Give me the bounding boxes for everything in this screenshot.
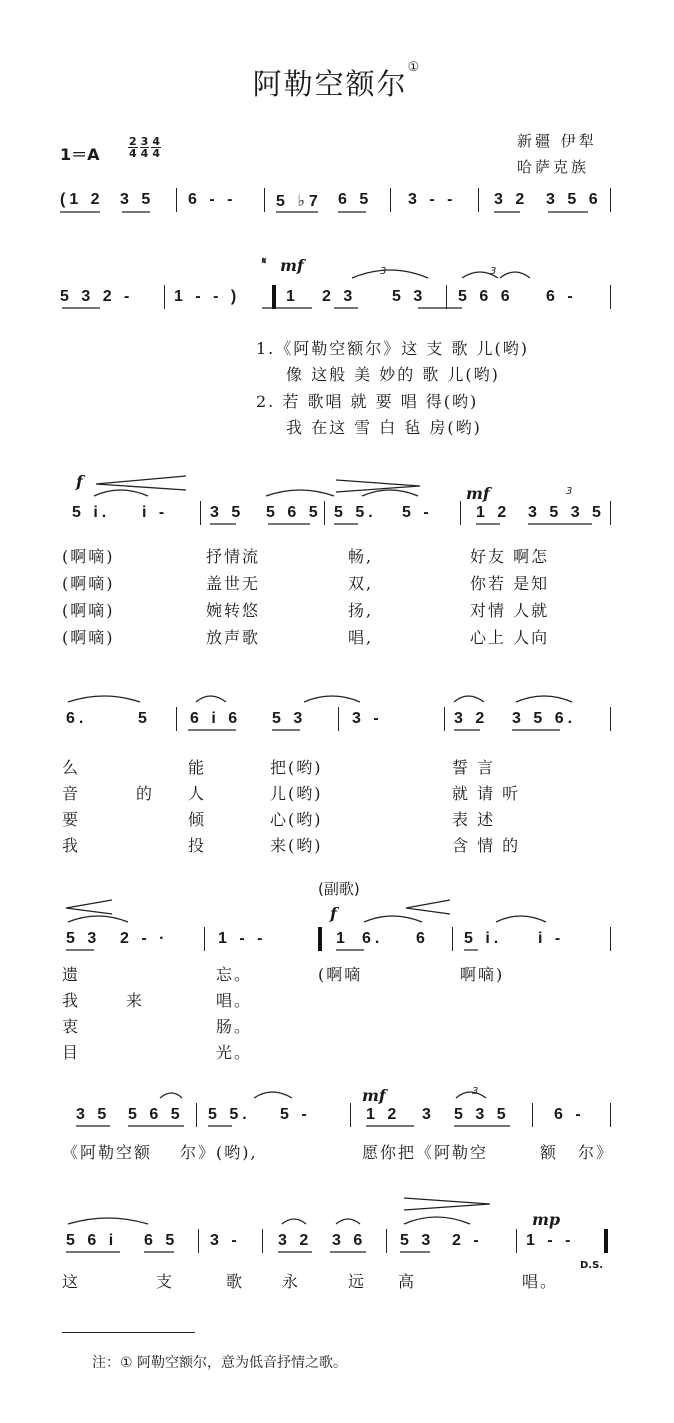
slur	[68, 916, 128, 922]
note: 5 3 5	[454, 1106, 510, 1123]
footnote: 注：① 阿勒空额尔，意为低音抒情之歌。	[92, 1355, 347, 1371]
note: 6 -	[554, 1106, 585, 1123]
time-signature: $\frac{3}{4}$	[140, 135, 149, 160]
barline	[610, 707, 611, 731]
slur	[304, 696, 360, 702]
lyric: 能	[188, 758, 207, 777]
lyric: 支	[156, 1272, 175, 1291]
song-title: 阿勒空额尔①	[252, 60, 422, 101]
time-signature: $\frac{4}{4}$	[152, 135, 160, 160]
lyric: 尔》	[578, 1143, 615, 1162]
note: 5 6 i	[66, 1232, 118, 1249]
note: 5 -	[280, 1106, 311, 1123]
lyric: 愿你把《阿勒空	[362, 1143, 489, 1162]
note: 6 - -	[188, 191, 237, 208]
lyric: 啊嘀)	[460, 965, 505, 984]
lyric: 肠。	[216, 1017, 253, 1036]
barline	[446, 285, 447, 309]
slur	[352, 270, 428, 278]
barline	[610, 188, 611, 212]
note: 2 - ·	[120, 930, 169, 947]
origin-ethnicity: 哈萨克族	[517, 158, 590, 176]
footnote-divider	[62, 1332, 195, 1333]
barline	[452, 927, 453, 951]
note: 6 5	[338, 191, 373, 208]
time-signatures	[128, 136, 163, 161]
lyric: 誓 言	[452, 758, 496, 777]
note: 5 i.	[72, 504, 111, 521]
note: 3 2	[494, 191, 529, 208]
lyric: 盖世无	[206, 574, 261, 593]
slur	[516, 696, 572, 702]
note: 5 i.	[464, 930, 503, 947]
slur	[454, 696, 484, 702]
dynamic-f: f	[76, 472, 83, 491]
note: 3 -	[210, 1232, 241, 1249]
lyric: 衷	[62, 1017, 81, 1036]
slur	[68, 1218, 148, 1224]
barline	[200, 501, 201, 525]
lyric: 投	[188, 836, 207, 855]
dynamic-f: f	[330, 904, 337, 923]
slur	[496, 916, 546, 922]
lyric: 光。	[216, 1043, 253, 1062]
lyric: 我	[62, 991, 81, 1010]
barline	[610, 927, 611, 951]
lyric: 忘。	[216, 965, 253, 984]
note: 5 6 6	[458, 288, 514, 305]
dynamic-mp: mp	[532, 1210, 561, 1229]
decrescendo-hairpin	[336, 480, 420, 492]
note: 3 6	[332, 1232, 367, 1249]
barline	[196, 1103, 197, 1127]
barline	[350, 1103, 351, 1127]
lyric: 心上 人向	[470, 628, 550, 647]
lyric: 永	[282, 1272, 301, 1291]
note: 3 2	[278, 1232, 313, 1249]
lyric: 音	[62, 784, 81, 803]
lyric: 婉转悠	[206, 601, 261, 620]
note: i -	[538, 930, 565, 947]
note: 3 5 6.	[512, 710, 577, 727]
lyric: 人	[188, 784, 207, 803]
note: 5	[138, 710, 151, 727]
lyric: 来(哟)	[270, 836, 323, 855]
barline	[478, 188, 479, 212]
note: 6	[416, 930, 429, 947]
lyric: 这	[62, 1272, 81, 1291]
slur	[282, 1219, 306, 1224]
lyric: 表 述	[452, 810, 496, 829]
note: 3 5	[76, 1106, 111, 1123]
lyric: 抒情流	[206, 547, 261, 566]
dynamic-mf: mf	[362, 1086, 386, 1105]
lyric: 扬,	[348, 601, 374, 620]
lyric-verse-1a: 1.《阿勒空额尔》这 支 歌 儿(哟)	[256, 339, 530, 358]
lyric: 《阿勒空额	[62, 1143, 153, 1162]
origin-region: 新疆 伊犁	[517, 132, 597, 150]
lyric: 额	[540, 1143, 559, 1162]
lyric: (啊嘀)	[62, 601, 115, 620]
barline	[198, 1229, 199, 1253]
slur	[266, 490, 334, 496]
lyric: 把(哟)	[270, 758, 323, 777]
lyric: 歌	[226, 1272, 245, 1291]
lyric: 畅,	[348, 547, 374, 566]
key-signature: 1＝A	[60, 145, 100, 164]
note: 5 3	[272, 710, 307, 727]
note: 3 2	[454, 710, 489, 727]
barline	[532, 1103, 533, 1127]
lyric: (啊嘀	[318, 965, 363, 984]
lyric: 唱,	[348, 628, 374, 647]
note: 6.	[362, 930, 384, 947]
slur	[196, 696, 226, 702]
note: 2 3	[322, 288, 357, 305]
lyric: 目	[62, 1043, 81, 1062]
crescendo-hairpin	[406, 900, 450, 914]
barline	[460, 501, 461, 525]
repeat-start-barline	[272, 285, 276, 309]
barline	[262, 1229, 263, 1253]
decrescendo-hairpin	[66, 900, 112, 914]
lyric: 遗	[62, 965, 81, 984]
barline	[610, 1103, 611, 1127]
svg-text:3: 3	[566, 486, 573, 497]
barline	[324, 501, 325, 525]
barline	[444, 707, 445, 731]
dal-segno-mark: D.S.	[580, 1260, 604, 1271]
note: 3 5 6	[546, 191, 602, 208]
lyric: 双,	[348, 574, 374, 593]
barline	[390, 188, 391, 212]
note: 2 -	[452, 1232, 483, 1249]
lyric: (啊嘀)	[62, 628, 115, 647]
barline	[610, 285, 611, 309]
lyric-verse-1b: 像 这般 美 妙的 歌 儿(哟)	[286, 365, 500, 384]
footnote-mark: ①	[407, 60, 422, 75]
barline	[264, 188, 265, 212]
barline	[176, 188, 177, 212]
note: 5 3 2 -	[60, 288, 134, 305]
lyric: 尔》(哟),	[180, 1143, 258, 1162]
note: 5 ♭7	[276, 193, 322, 210]
lyric: 儿(哟)	[270, 784, 323, 803]
barline	[386, 1229, 387, 1253]
note: 5 3	[392, 288, 427, 305]
segno-icon: 𝄋	[262, 256, 267, 267]
svg-text:3: 3	[380, 266, 387, 277]
lyric: (啊嘀)	[62, 547, 115, 566]
note: 3 5	[210, 504, 245, 521]
note: 5 5.	[334, 504, 377, 521]
note: 1 2	[366, 1106, 401, 1123]
lyric: 心(哟)	[270, 810, 323, 829]
lyric-verse-2b: 我 在这 雪 白 毡 房(哟)	[286, 418, 482, 437]
slur	[254, 1092, 292, 1098]
lyric: 唱。	[522, 1272, 559, 1291]
barline	[338, 707, 339, 731]
slur	[336, 1219, 360, 1224]
slur	[456, 1092, 486, 1098]
chorus-label: (副歌)	[318, 880, 360, 898]
note: 6 -	[546, 288, 577, 305]
lyric: (啊嘀)	[62, 574, 115, 593]
barline	[610, 501, 611, 525]
note: 3 5 3 5	[528, 504, 605, 521]
barline	[164, 285, 165, 309]
note: 5 -	[402, 504, 433, 521]
lyric: 唱。	[216, 991, 253, 1010]
crescendo-hairpin	[96, 476, 186, 490]
slur	[94, 490, 148, 496]
lyric: 来	[126, 991, 145, 1010]
note: 6 i 6	[190, 710, 242, 727]
lyric: 的	[136, 784, 155, 803]
note: 5 5.	[208, 1106, 251, 1123]
lyric: 倾	[188, 810, 207, 829]
note: 6.	[66, 710, 88, 727]
lyric: 好友 啊怎	[470, 547, 550, 566]
slur	[362, 490, 418, 496]
lyric: 放声歌	[206, 628, 261, 647]
note: 1	[286, 288, 299, 305]
slur	[462, 272, 498, 278]
note: 1 - - )	[174, 288, 241, 305]
barline	[204, 927, 205, 951]
slur	[160, 1093, 182, 1098]
dynamic-mf: mf	[466, 484, 490, 503]
lyric: 高	[398, 1272, 417, 1291]
lyric: 就 请 听	[452, 784, 521, 803]
final-barline	[604, 1229, 608, 1253]
lyric: 我	[62, 836, 81, 855]
lyric: 要	[62, 810, 81, 829]
note: 6 5	[144, 1232, 179, 1249]
note: 5 6 5	[266, 504, 322, 521]
note: 1 - -	[526, 1232, 575, 1249]
note: 3	[422, 1106, 435, 1123]
lyric-verse-2a: 2. 若 歌唱 就 要 唱 得(哟)	[256, 392, 479, 411]
lyric: 你若 是知	[470, 574, 550, 593]
slur	[500, 272, 530, 278]
slur	[364, 916, 422, 922]
barline	[176, 707, 177, 731]
note: 5 6 5	[128, 1106, 184, 1123]
slur	[404, 1217, 470, 1224]
note: 3 - -	[408, 191, 457, 208]
slur	[68, 696, 140, 702]
note: 5 3	[400, 1232, 435, 1249]
dynamic-mf: mf	[280, 256, 304, 275]
svg-text:3: 3	[490, 266, 497, 277]
crescendo-hairpin	[404, 1198, 490, 1210]
lyric: 远	[348, 1272, 367, 1291]
barline	[516, 1229, 517, 1253]
note: 5 3	[66, 930, 101, 947]
note: 1 2	[476, 504, 511, 521]
repeat-end-barline	[318, 927, 322, 951]
note: 1 - -	[218, 930, 267, 947]
note: 3 5	[120, 191, 155, 208]
note: i -	[142, 504, 169, 521]
note: 3 -	[352, 710, 383, 727]
time-signature: $\frac{2}{4}$	[129, 135, 137, 160]
note: (1 2	[60, 191, 104, 208]
note: 1	[336, 930, 349, 947]
lyric: 么	[62, 758, 81, 777]
lyric: 对情 人就	[470, 601, 550, 620]
svg-text:3: 3	[472, 1086, 479, 1097]
lyric: 含 情 的	[452, 836, 521, 855]
